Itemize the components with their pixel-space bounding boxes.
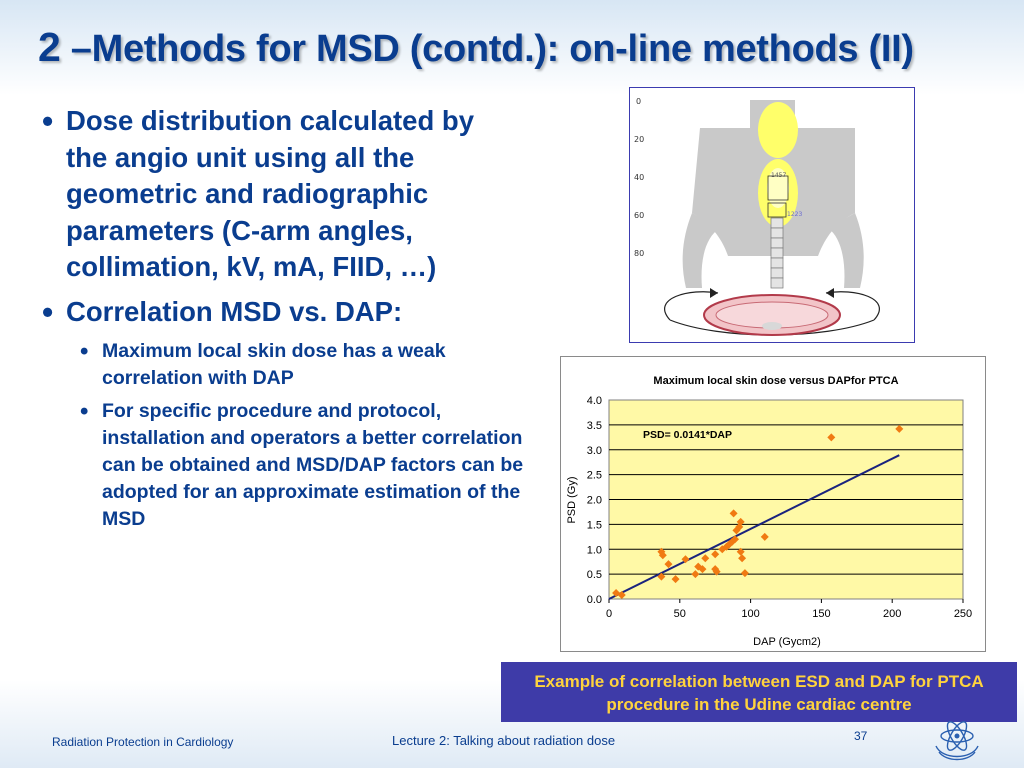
- y-tick-label: 2.0: [586, 494, 602, 507]
- x-tick-label: 250: [953, 608, 973, 620]
- chart-annotation: PSD= 0.0141*DAP: [643, 429, 733, 441]
- bullet-text: Correlation MSD vs. DAP:: [66, 295, 403, 327]
- footer-course: Radiation Protection in Cardiology: [52, 735, 234, 749]
- bullet-dot-icon: •: [80, 338, 89, 365]
- body-silhouette-icon: [630, 88, 914, 342]
- y-axis-label: PSD (Gy): [566, 476, 578, 524]
- sub-bullet-text: For specific procedure and protocol, installation and operators a better correlation can be obtained and MSD/DAP factors can be adopted for an approximate estimation of the MSD: [102, 400, 524, 530]
- scale-label: 80: [634, 249, 645, 258]
- sub-bullet-item: [80, 398, 540, 533]
- sub-bullet-text: Maximum local skin dose has a weak correlation with DAP: [102, 340, 446, 389]
- y-tick-label: 0.0: [586, 594, 602, 606]
- bullet-dot-icon: •: [80, 398, 89, 425]
- y-tick-label: 3.5: [586, 419, 602, 432]
- bullet-dot-icon: •: [42, 103, 54, 139]
- scale-label: 60: [634, 211, 645, 220]
- scale-label: 40: [634, 173, 645, 182]
- dose-label: 1223: [787, 211, 803, 218]
- bullet-list: [42, 103, 524, 539]
- scale-label: 20: [634, 135, 645, 144]
- y-tick-label: 2.5: [586, 469, 602, 482]
- iaea-logo-icon: [930, 716, 984, 764]
- figure-caption: Example of correlation between ESD and DAP for PTCA procedure in the Udine cardiac centre: [501, 662, 1017, 722]
- title-number: 2: [38, 24, 61, 70]
- x-tick-label: 50: [673, 608, 686, 620]
- x-tick-label: 0: [605, 608, 613, 620]
- bullet-dot-icon: •: [42, 293, 54, 330]
- scale-label: 0: [636, 97, 642, 106]
- bullet-text: Dose distribution calculated by the angio unit using all the geometric and radiographic parameters (C-arm angles, collimation, kV, mA, FIID, …): [66, 105, 474, 282]
- slide-title: [38, 24, 1018, 71]
- correlation-chart-frame: [560, 356, 986, 652]
- x-tick-label: 200: [883, 608, 902, 620]
- footer-lecture: Lecture 2: Talking about radiation dose: [392, 733, 616, 748]
- y-tick-label: 3.0: [586, 444, 602, 457]
- page-number: 37: [854, 729, 868, 743]
- x-tick-label: 100: [741, 608, 760, 620]
- y-tick-label: 0.5: [586, 569, 602, 582]
- scatter-chart: [561, 357, 985, 651]
- skin-dose-map-figure: [629, 87, 915, 343]
- sub-bullet-item: [80, 338, 540, 392]
- x-tick-label: 150: [812, 608, 831, 620]
- y-tick-label: 1.5: [586, 519, 602, 532]
- y-tick-label: 4.0: [586, 395, 602, 407]
- chart-title: Maximum local skin dose versus DAPfor PTCA: [653, 375, 899, 387]
- y-tick-label: 1.0: [586, 544, 602, 557]
- bullet-item: [42, 103, 512, 286]
- bullet-item: [42, 294, 512, 331]
- title-text: –Methods for MSD (contd.): on-line methods (II): [60, 28, 914, 70]
- dose-label: 1457: [771, 172, 787, 179]
- x-axis-label: DAP (Gycm2): [753, 636, 821, 648]
